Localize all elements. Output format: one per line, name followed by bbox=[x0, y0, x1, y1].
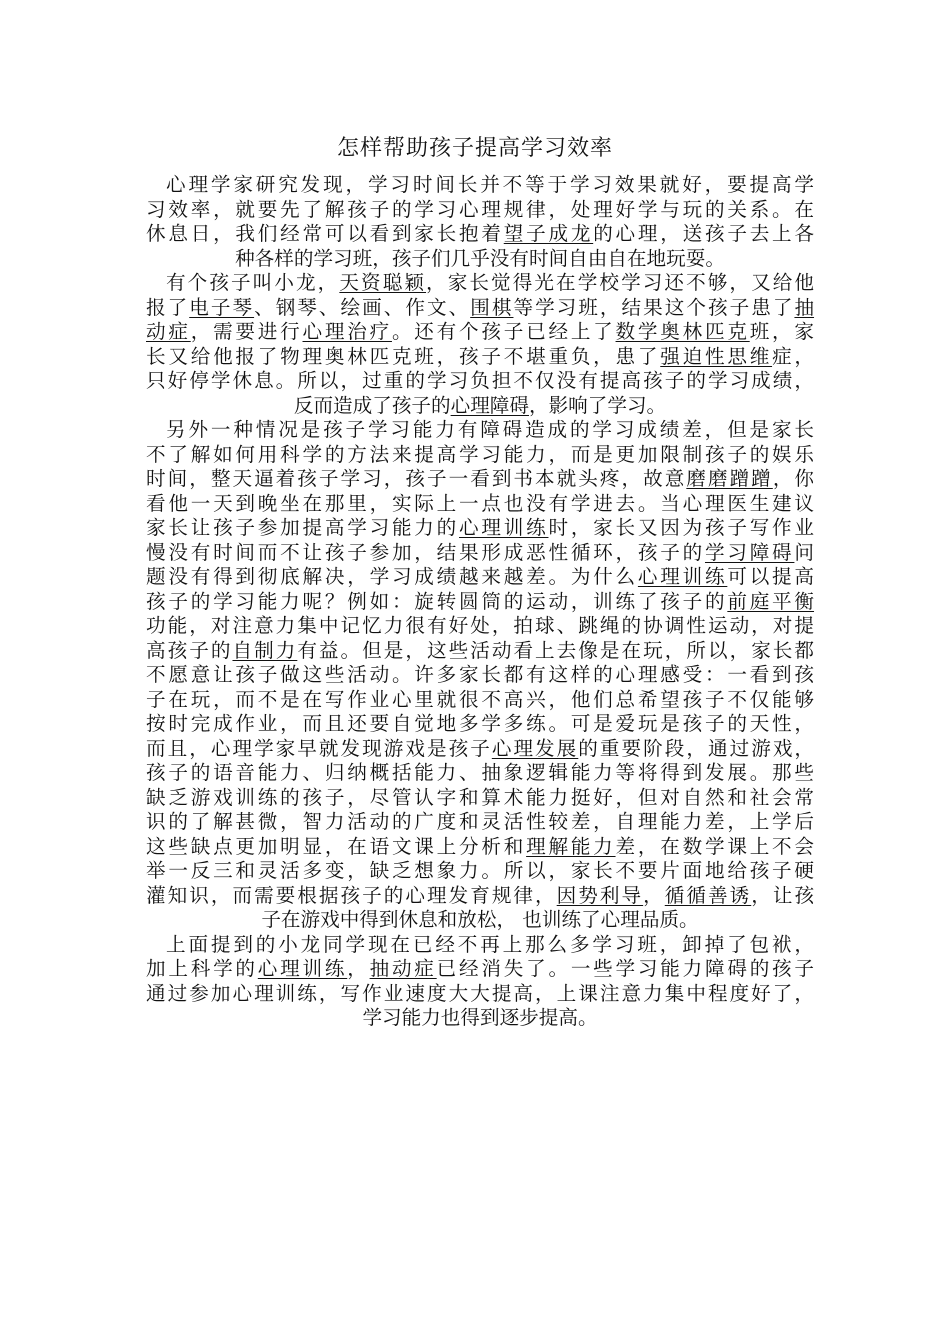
text-segment: 不愿意让孩子做这些活动。许多家长都有这样的心理感受：一看到孩 bbox=[146, 663, 814, 686]
text-segment: 子在玩，而不是在写作业心里就很不高兴，他们总希望孩子不仅能够 bbox=[146, 687, 814, 711]
text-line bbox=[146, 933, 814, 958]
text-segment: 有益。但是，这些活动看上去像是在玩，所以，家长都 bbox=[297, 638, 815, 662]
underlined-term: 抽动症 bbox=[369, 957, 437, 980]
text-segment: 学习能力也得到逐步提高。 bbox=[362, 1006, 598, 1029]
underlined-term: 抽 bbox=[794, 295, 815, 319]
underlined-term: 学习障碍 bbox=[704, 540, 795, 564]
underlined-term: 前庭平衡 bbox=[727, 589, 815, 613]
text-segment: 问 bbox=[794, 540, 815, 564]
text-segment: 孩子的语音能力、归纳概括能力、抽象逻辑能力等将得到发展。那些 bbox=[146, 761, 814, 784]
underlined-term: 循循善诱 bbox=[664, 883, 752, 907]
text-segment: 休息日，我们经常可以看到家长抱着 bbox=[146, 222, 504, 245]
text-line bbox=[146, 859, 814, 884]
underlined-term: 动症 bbox=[146, 320, 191, 343]
text-line bbox=[146, 345, 814, 370]
text-segment: 高孩子的 bbox=[146, 638, 233, 662]
text-line bbox=[146, 835, 814, 860]
text-line bbox=[146, 663, 814, 688]
text-line bbox=[146, 443, 814, 468]
text-segment: 而且，心理学家早就发现游戏是孩子 bbox=[146, 736, 492, 760]
text-line bbox=[146, 712, 814, 737]
text-segment: 时，家长又因为孩子写作业 bbox=[548, 516, 815, 539]
text-segment: 识的了解甚微，智力活动的广度和灵活性较差，自理能力差，上学后 bbox=[146, 810, 814, 833]
underlined-term: 围棋 bbox=[470, 295, 514, 319]
text-segment: 的心理，送孩子去上各 bbox=[593, 222, 815, 245]
text-line bbox=[146, 565, 814, 590]
text-segment: 题没有得到彻底解决，学习成绩越来越差。为什么 bbox=[146, 565, 638, 588]
text-segment: 只好停学休息。所以，过重的学习负担不仅没有提高孩子的学习成绩， bbox=[146, 369, 814, 392]
underlined-term: 强迫性思维 bbox=[660, 344, 773, 368]
underlined-term: 望子成龙 bbox=[503, 222, 594, 245]
text-segment: 时间，整天逼着孩子学习，孩子一看到书本就头疼，故意 bbox=[146, 467, 687, 490]
text-line bbox=[146, 418, 814, 443]
text-segment: 差，在数学课上不会 bbox=[615, 834, 815, 858]
text-segment: 不了解如何用科学的方法来提高学习能力，而是更加限制孩子的娱乐 bbox=[146, 442, 814, 466]
text-segment: 子在游戏中得到休息和放松， 也训练了心理品质。 bbox=[261, 908, 699, 931]
text-segment: 、钢琴、绘画、作文、 bbox=[254, 295, 471, 319]
text-segment: 心理学家研究发现，学习时间长并不等于学习效果就好，要提高学 bbox=[166, 173, 814, 196]
text-line bbox=[146, 541, 814, 566]
text-segment: 功能，对注意力集中记忆力很有好处，拍球、跳绳的协调性运动，对提 bbox=[146, 614, 814, 637]
text-segment: 加上科学的 bbox=[146, 957, 258, 980]
text-line bbox=[146, 247, 814, 272]
text-line bbox=[146, 761, 814, 786]
text-segment: 看他一天到晚坐在那里，实际上一点也没有学进去。当心理医生建议 bbox=[146, 491, 814, 515]
text-line bbox=[146, 296, 814, 321]
text-line bbox=[146, 271, 814, 296]
text-segment: 上面提到的小龙同学现在已经不再上那么多学习班，卸掉了包袱， bbox=[166, 932, 814, 956]
text-segment: 可以提高 bbox=[727, 565, 815, 588]
text-segment: ， bbox=[643, 883, 665, 907]
article-body bbox=[146, 173, 814, 1031]
text-segment: 家长让孩子参加提高学习能力的 bbox=[146, 516, 460, 539]
text-segment: 举一反三和灵活多变，缺乏想象力。所以，家长不要片面地给孩子硬 bbox=[146, 859, 814, 882]
text-line bbox=[146, 516, 814, 541]
text-segment: ，需要进行 bbox=[190, 320, 303, 343]
text-segment: 缺乏游戏训练的孩子，尽管认字和算术能力挺好，但对自然和社会常 bbox=[146, 785, 814, 809]
text-segment: 通过参加心理训练，写作业速度大大提高，上课注意力集中程度好了， bbox=[146, 981, 814, 1005]
page-title: 怎样帮助孩子提高学习效率 bbox=[336, 136, 613, 161]
underlined-term: 心理训练 bbox=[459, 516, 549, 539]
text-segment: 这些缺点更加明显，在语文课上分析和 bbox=[146, 834, 527, 858]
text-line bbox=[146, 688, 814, 713]
text-line bbox=[146, 369, 814, 394]
text-line bbox=[146, 394, 814, 419]
text-segment: ， bbox=[347, 957, 370, 980]
text-segment: 习效率，就要先了解孩子的学习心理规律，处理好学与玩的关系。在 bbox=[146, 197, 814, 221]
text-segment: 另外一种情况是孩子学习能力有障碍造成的学习成绩差，但是家长 bbox=[166, 418, 814, 441]
underlined-term: 心理训练 bbox=[257, 957, 348, 980]
text-segment: 班，家 bbox=[749, 320, 815, 343]
text-segment: 有个孩子叫小龙， bbox=[166, 271, 340, 294]
text-segment: 按时完成作业，而且还要自觉地多学多练。可是爱玩是孩子的天性， bbox=[146, 712, 814, 735]
text-segment: 长又给他报了物理奥林匹克班，孩子不堪重负，患了 bbox=[146, 344, 661, 368]
underlined-term: 心理治疗 bbox=[302, 320, 392, 343]
underlined-term: 天资聪颖 bbox=[339, 271, 427, 294]
text-line bbox=[146, 198, 814, 223]
text-line bbox=[146, 467, 814, 492]
text-segment: 的重要阶段，通过游戏， bbox=[578, 736, 815, 760]
underlined-term: 自制力 bbox=[232, 638, 298, 662]
text-segment: 孩子的学习能力呢？例如：旋转圆筒的运动，训练了孩子的 bbox=[146, 589, 728, 613]
text-segment: 。还有个孩子已经上了 bbox=[391, 320, 616, 343]
text-line bbox=[146, 957, 814, 982]
text-segment: ，你 bbox=[772, 467, 815, 490]
text-segment: 报了 bbox=[146, 295, 190, 319]
text-segment: 慢没有时间而不让孩子参加，结果形成恶性循环，孩子的 bbox=[146, 540, 705, 564]
underlined-term: 理解能力 bbox=[526, 834, 616, 858]
underlined-term: 磨磨蹭蹭 bbox=[686, 467, 773, 490]
text-line bbox=[146, 1006, 814, 1031]
underlined-term: 心理发展 bbox=[491, 736, 579, 760]
text-line bbox=[146, 908, 814, 933]
underlined-term: 数学奥林匹克 bbox=[615, 320, 750, 343]
text-segment: 种各样的学习班，孩子们几乎没有时间自由自在地玩耍。 bbox=[235, 246, 725, 270]
text-line bbox=[146, 737, 814, 762]
text-line bbox=[146, 982, 814, 1007]
text-segment: 已经消失了。一些学习能力障碍的孩子 bbox=[436, 957, 815, 980]
text-line bbox=[146, 320, 814, 345]
text-segment: 反而造成了孩子的 bbox=[293, 393, 451, 417]
text-line bbox=[146, 590, 814, 615]
text-line bbox=[146, 614, 814, 639]
text-segment: ，家长觉得光在学校学习还不够，又给他 bbox=[426, 271, 815, 294]
text-segment: 等学习班，结果这个孩子患了 bbox=[513, 295, 795, 319]
text-line bbox=[146, 884, 814, 909]
text-segment: 症， bbox=[772, 344, 815, 368]
underlined-term: 心理障碍 bbox=[450, 393, 529, 417]
underlined-term: 电子琴 bbox=[189, 295, 255, 319]
text-line bbox=[146, 786, 814, 811]
text-line bbox=[146, 810, 814, 835]
text-line bbox=[146, 222, 814, 247]
underlined-term: 心理训练 bbox=[637, 565, 728, 588]
text-line bbox=[146, 492, 814, 517]
text-line bbox=[146, 639, 814, 664]
underlined-term: 因势利导 bbox=[556, 883, 644, 907]
text-segment: ，让孩 bbox=[751, 883, 815, 907]
text-line bbox=[146, 173, 814, 198]
text-segment: 灌知识，而需要根据孩子的心理发育规律， bbox=[146, 883, 557, 907]
text-segment: ，影响了学习。 bbox=[528, 393, 667, 417]
